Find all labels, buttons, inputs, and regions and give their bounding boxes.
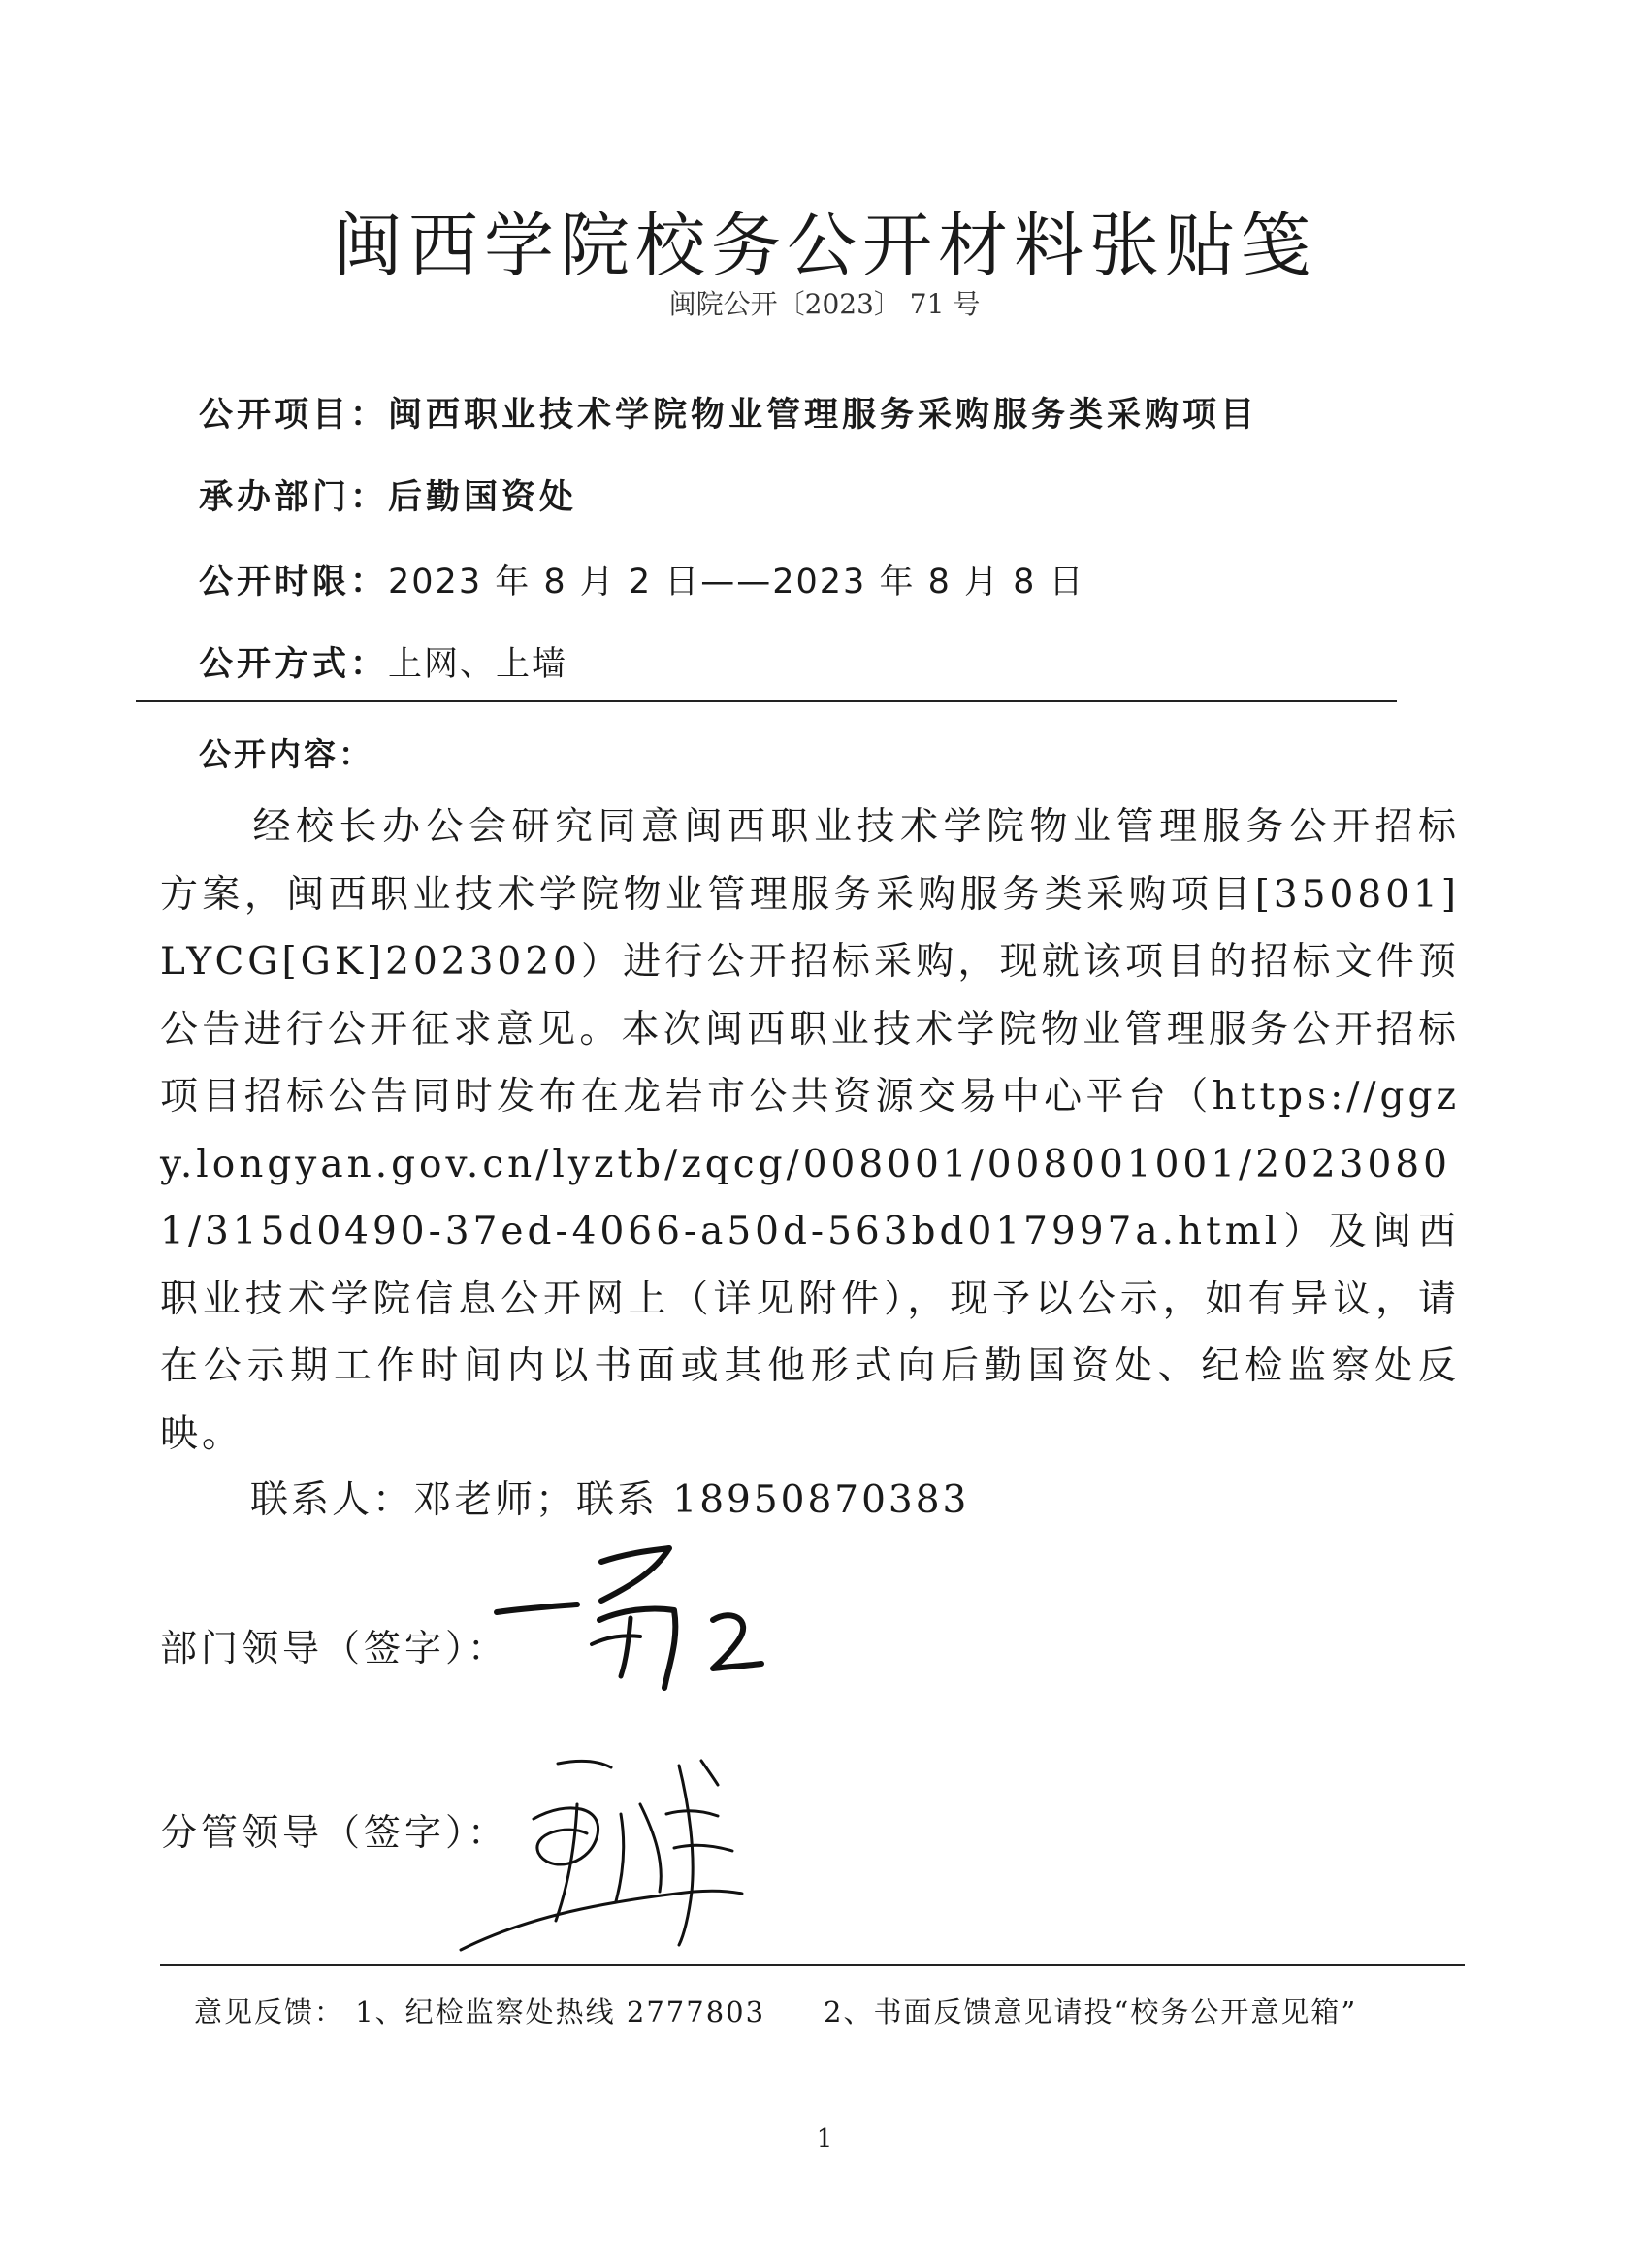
dept-leader-signature (485, 1542, 776, 1707)
meta-row-department (199, 470, 577, 519)
feedback-item-hotline: 意见反馈： 1、纪检监察处热线 2777803 (194, 1995, 766, 2028)
page-number: 1 (816, 2124, 833, 2154)
meta-row-project (199, 388, 1258, 437)
meta-row-method (199, 637, 567, 686)
meta-label: 公开项目： (199, 396, 389, 435)
meta-label: 承办部门： (199, 478, 389, 517)
dept-leader-signature-label: 部门领导（签字）： (160, 1627, 509, 1669)
supervising-leader-signature-label: 分管领导（签字）： (160, 1811, 509, 1854)
supervising-leader-signature (441, 1746, 771, 1955)
meta-value: 上网、上墙 (388, 645, 568, 684)
footer-divider (160, 1964, 1465, 1966)
contact-line: 联系人：邓老师；联系 18950870383 (250, 1478, 970, 1522)
content-paragraph (160, 794, 1460, 1468)
meta-row-period (199, 555, 1085, 603)
divider (136, 700, 1397, 702)
document-title: 闽西学院校务公开材料张贴笺 (332, 205, 1316, 286)
document-number: 闽院公开〔2023〕 71 号 (668, 288, 981, 320)
meta-label: 公开时限： (199, 563, 389, 601)
meta-value: 闽西职业技术学院物业管理服务采购服务类采购项目 (388, 396, 1259, 435)
feedback-item-mailbox: 2、书面反馈意见请投“校务公开意见箱” (824, 1995, 1358, 2028)
meta-value: 2023 年 8 月 2 日——2023 年 8 月 8 日 (388, 563, 1085, 601)
meta-label: 公开方式： (199, 645, 389, 684)
feedback-line (194, 1991, 1357, 2030)
meta-value: 后勤国资处 (388, 478, 578, 517)
content-label: 公开内容： (199, 735, 373, 773)
content-text: 经校长办公会研究同意闽西职业技术学院物业管理服务公开招标方案，闽西职业技术学院物业管理服务采购服务类采购项目[350801]LYCG[GK]2023020）进行公开招标采购，现就该项目的招标文件预公告进行公开征求意见。本次闽西职业技术学院物业管理服务公开招标项目招标公告同时发布在龙岩市公共资源交易中心平台（https://ggzy.longyan.gov.cn/lyztb/zqcg/008001/008001001/20230801/315d0490-37ed-4066-a50d-563bd017997a.html）及闽西职业技术学院信息公开网上（详见附件），现予以公示，如有异议，请在公示期工作时间内以书面或其他形式向后勤国资处、纪检监察处反映。 (160, 805, 1460, 1456)
